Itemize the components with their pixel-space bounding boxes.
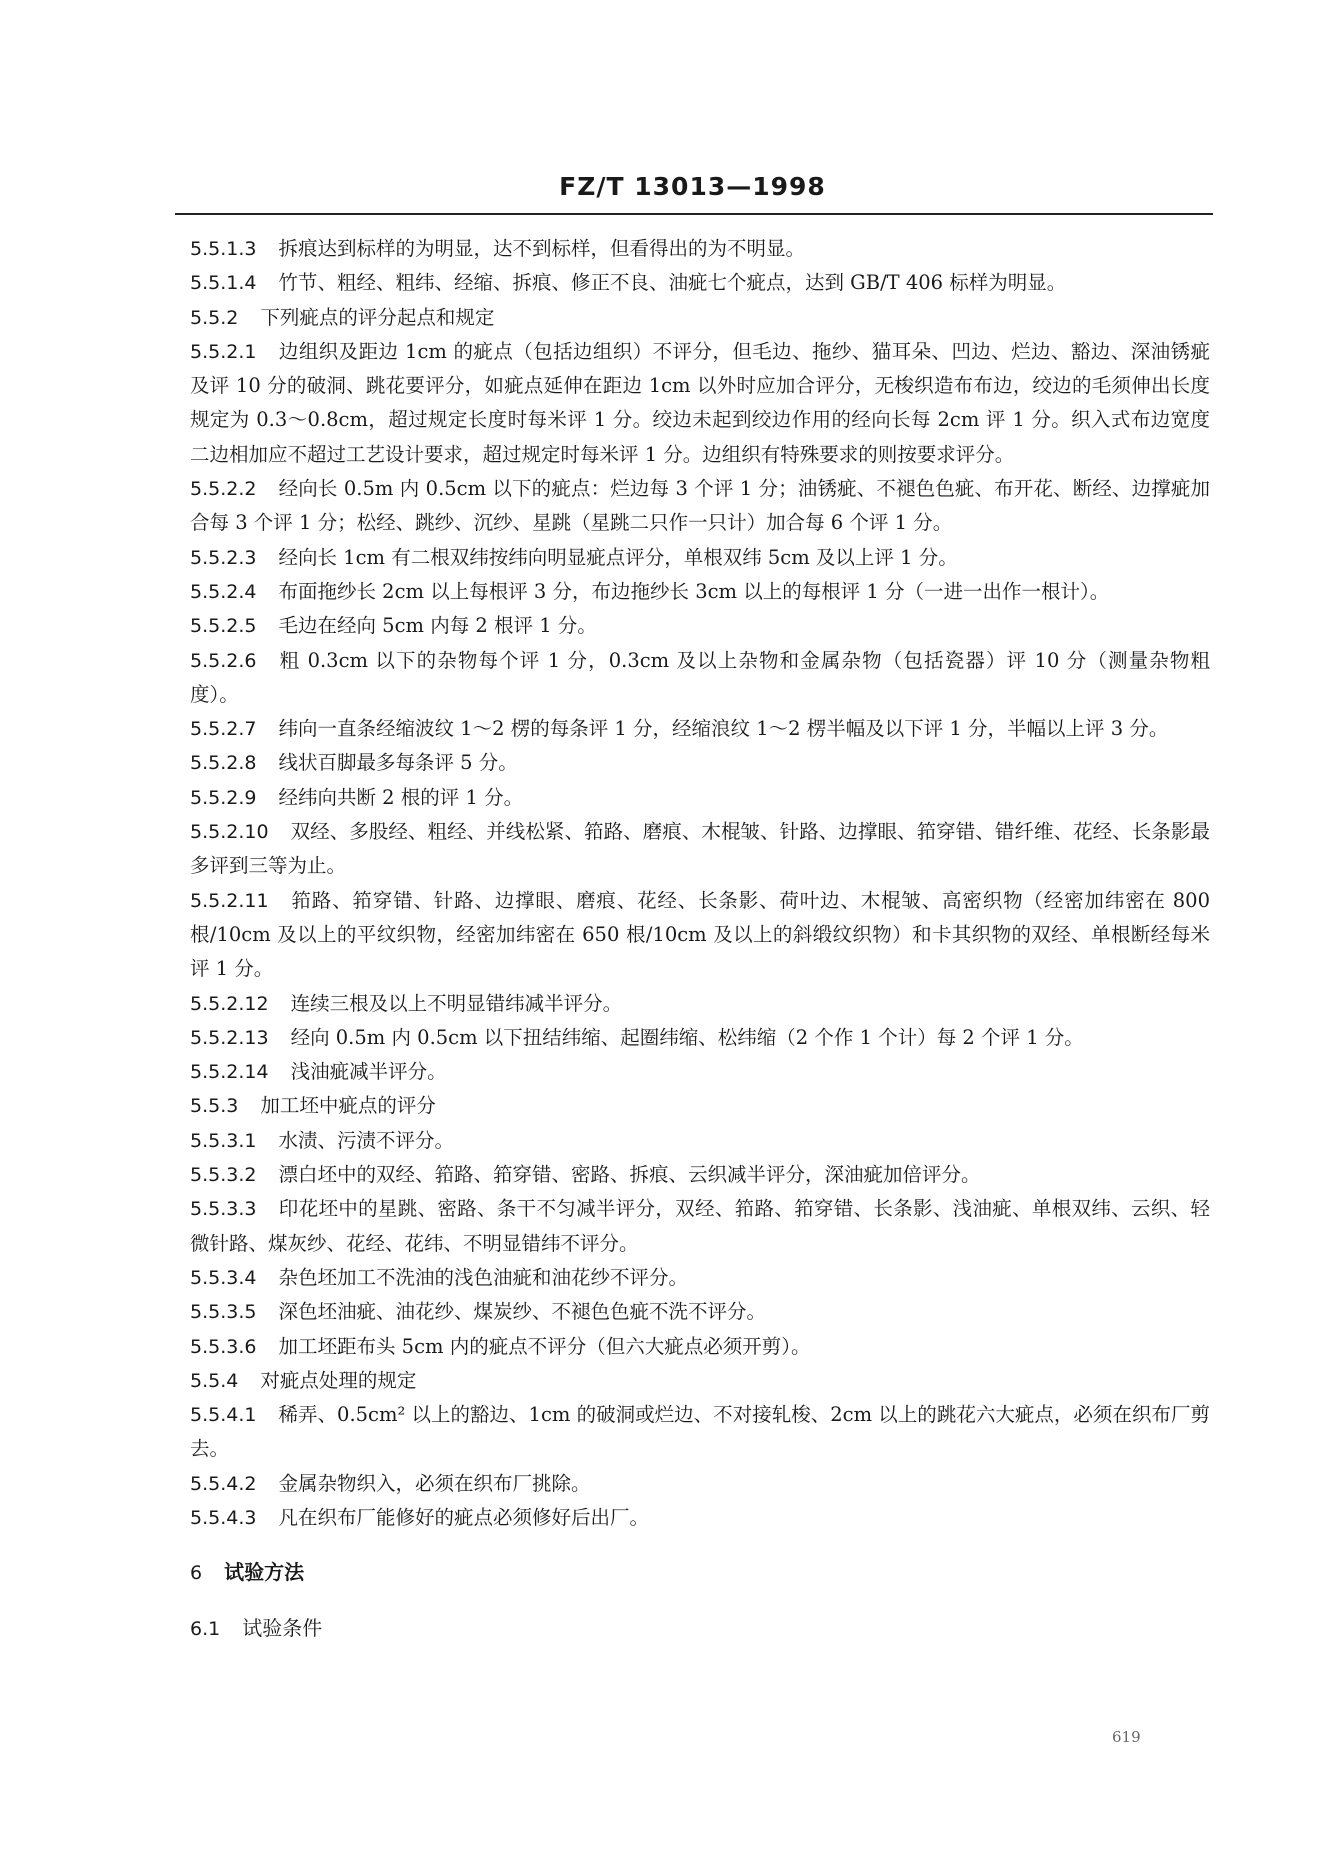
clause-5-5-1-3: 5.5.1.3 拆痕达到标样的为明显，达不到标样，但看得出的为不明显。 xyxy=(190,237,805,260)
standard-number: FZ/T 13013—1998 xyxy=(559,172,826,201)
clause-5-5-2-6: 5.5.2.6 粗 0.3cm 以下的杂物每个评 1 分，0.3cm 及以上杂物和金属杂物（包括瓷器）评 10 分（测量杂物粗度）。 xyxy=(190,648,1210,706)
clause-5-5-3-4: 5.5.3.4 杂色坯加工不洗油的浅色油疵和油花纱不评分。 xyxy=(190,1265,688,1289)
document-body xyxy=(190,232,1210,1666)
clause-5-5-3-6: 5.5.3.6 加工坯距布头 5cm 内的疵点不评分（但六大疵点必须开剪）。 xyxy=(190,1334,811,1358)
clause-5-5-3-5: 5.5.3.5 深色坯油疵、油花纱、煤炭纱、不褪色色疵不洗不评分。 xyxy=(190,1300,766,1324)
clause-5-5-2-9: 5.5.2.9 经纬向共断 2 根的评 1 分。 xyxy=(190,785,524,809)
clause-5-5-2-1: 5.5.2.1 边组织及距边 1cm 的疵点（包括边组织）不评分，但毛边、拖纱、猫耳朵、凹边、烂边、豁边、深油锈疵及评 10 分的破洞、跳花要评分，如疵点延伸在距边 1cm 以外时应加合评分，无梭织造布布边，绞边的毛须伸出长度规定为 0.3～0.8cm，超过规定长度时每米评 1 分。绞边未起到绞边作用的经向长每 2cm 评 1 分。织入式布边宽度二边相加应不超过工艺设计要求，超过规定时每米评 1 分。边组织有特殊要求的则按要求评分。 xyxy=(190,339,1210,466)
clause-5-5-3-1: 5.5.3.1 水渍、污渍不评分。 xyxy=(190,1128,454,1152)
clause-5-5-2-10: 5.5.2.10 双经、多股经、粗经、并线松紧、筘路、磨痕、木棍皱、针路、边撑眼、筘穿错、错纤维、花经、长条影最多评到三等为止。 xyxy=(190,820,1210,878)
clause-5-5-2-12: 5.5.2.12 连续三根及以上不明显错纬减半评分。 xyxy=(190,991,623,1015)
clause-5-5-4-3: 5.5.4.3 凡在织布厂能修好的疵点必须修好后出厂。 xyxy=(190,1505,649,1529)
section-6-heading: 6 试验方法 xyxy=(190,1560,305,1585)
clause-5-5-2-4: 5.5.2.4 布面拖纱长 2cm 以上每根评 3 分，布边拖纱长 3cm 以上的每根评 1 分（一进一出作一根计）。 xyxy=(190,579,1110,603)
clause-5-5-2-7: 5.5.2.7 纬向一直条经缩波纹 1～2 楞的每条评 1 分，经缩浪纹 1～2 楞半幅及以下评 1 分，半幅以上评 3 分。 xyxy=(190,717,1169,741)
clause-5-5-2-11: 5.5.2.11 筘路、筘穿错、针路、边撑眼、磨痕、花经、长条影、荷叶边、木棍皱、高密织物（经密加纬密在 800 根/10cm 及以上的平纹织物，经密加纬密在 650 根/10cm 及以上的斜缎纹织物）和卡其织物的双经、单根断经每米评 1 分。 xyxy=(190,888,1210,981)
page-header xyxy=(175,172,1210,201)
clause-5-5-3-3: 5.5.3.3 印花坯中的星跳、密路、条干不匀减半评分，双经、筘路、筘穿错、长条影、浅油疵、单根双纬、云织、轻微针路、煤灰纱、花经、花纬、不明显错纬不评分。 xyxy=(190,1197,1210,1255)
clause-5-5-2-2: 5.5.2.2 经向长 0.5m 内 0.5cm 以下的疵点：烂边每 3 个评 1 分；油锈疵、不褪色色疵、布开花、断经、边撑疵加合每 3 个评 1 分；松经、跳纱、沉纱、星跳（星跳二只作一只计）加合每 6 个评 1 分。 xyxy=(190,477,1210,535)
clause-5-5-4: 5.5.4 对疵点处理的规定 xyxy=(190,1368,417,1392)
clause-5-5-4-1: 5.5.4.1 稀弄、0.5cm² 以上的豁边、1cm 的破洞或烂边、不对接轧梭、2cm 以上的跳花六大疵点，必须在织布厂剪去。 xyxy=(190,1403,1210,1461)
clause-5-5-2-5: 5.5.2.5 毛边在经向 5cm 内每 2 根评 1 分。 xyxy=(190,614,597,638)
clause-5-5-2-3: 5.5.2.3 经向长 1cm 有二根双纬按纬向明显疵点评分，单根双纬 5cm 及以上评 1 分。 xyxy=(190,545,958,569)
page-number: 619 xyxy=(1112,1728,1141,1746)
clause-5-5-1-4: 5.5.1.4 竹节、粗经、粗纬、经缩、拆痕、修正不良、油疵七个疵点，达到 GB/T 406 标样为明显。 xyxy=(190,271,1067,295)
clause-5-5-2-13: 5.5.2.13 经向 0.5m 内 0.5cm 以下扭结纬缩、起圈纬缩、松纬缩（2 个作 1 个计）每 2 个评 1 分。 xyxy=(190,1025,1084,1049)
clause-5-5-3-2: 5.5.3.2 漂白坯中的双经、筘路、筘穿错、密路、拆痕、云织减半评分，深油疵加倍评分。 xyxy=(190,1163,981,1187)
section-6-1-heading: 6.1 试验条件 xyxy=(190,1615,323,1640)
clause-5-5-2-14: 5.5.2.14 浅油疵减半评分。 xyxy=(190,1060,447,1084)
header-rule xyxy=(175,213,1213,215)
clause-5-5-2-8: 5.5.2.8 线状百脚最多每条评 5 分。 xyxy=(190,751,518,775)
clause-5-5-4-2: 5.5.4.2 金属杂物织入，必须在织布厂挑除。 xyxy=(190,1471,591,1495)
clause-5-5-3: 5.5.3 加工坯中疵点的评分 xyxy=(190,1094,436,1118)
clause-5-5-2: 5.5.2 下列疵点的评分起点和规定 xyxy=(190,305,495,329)
